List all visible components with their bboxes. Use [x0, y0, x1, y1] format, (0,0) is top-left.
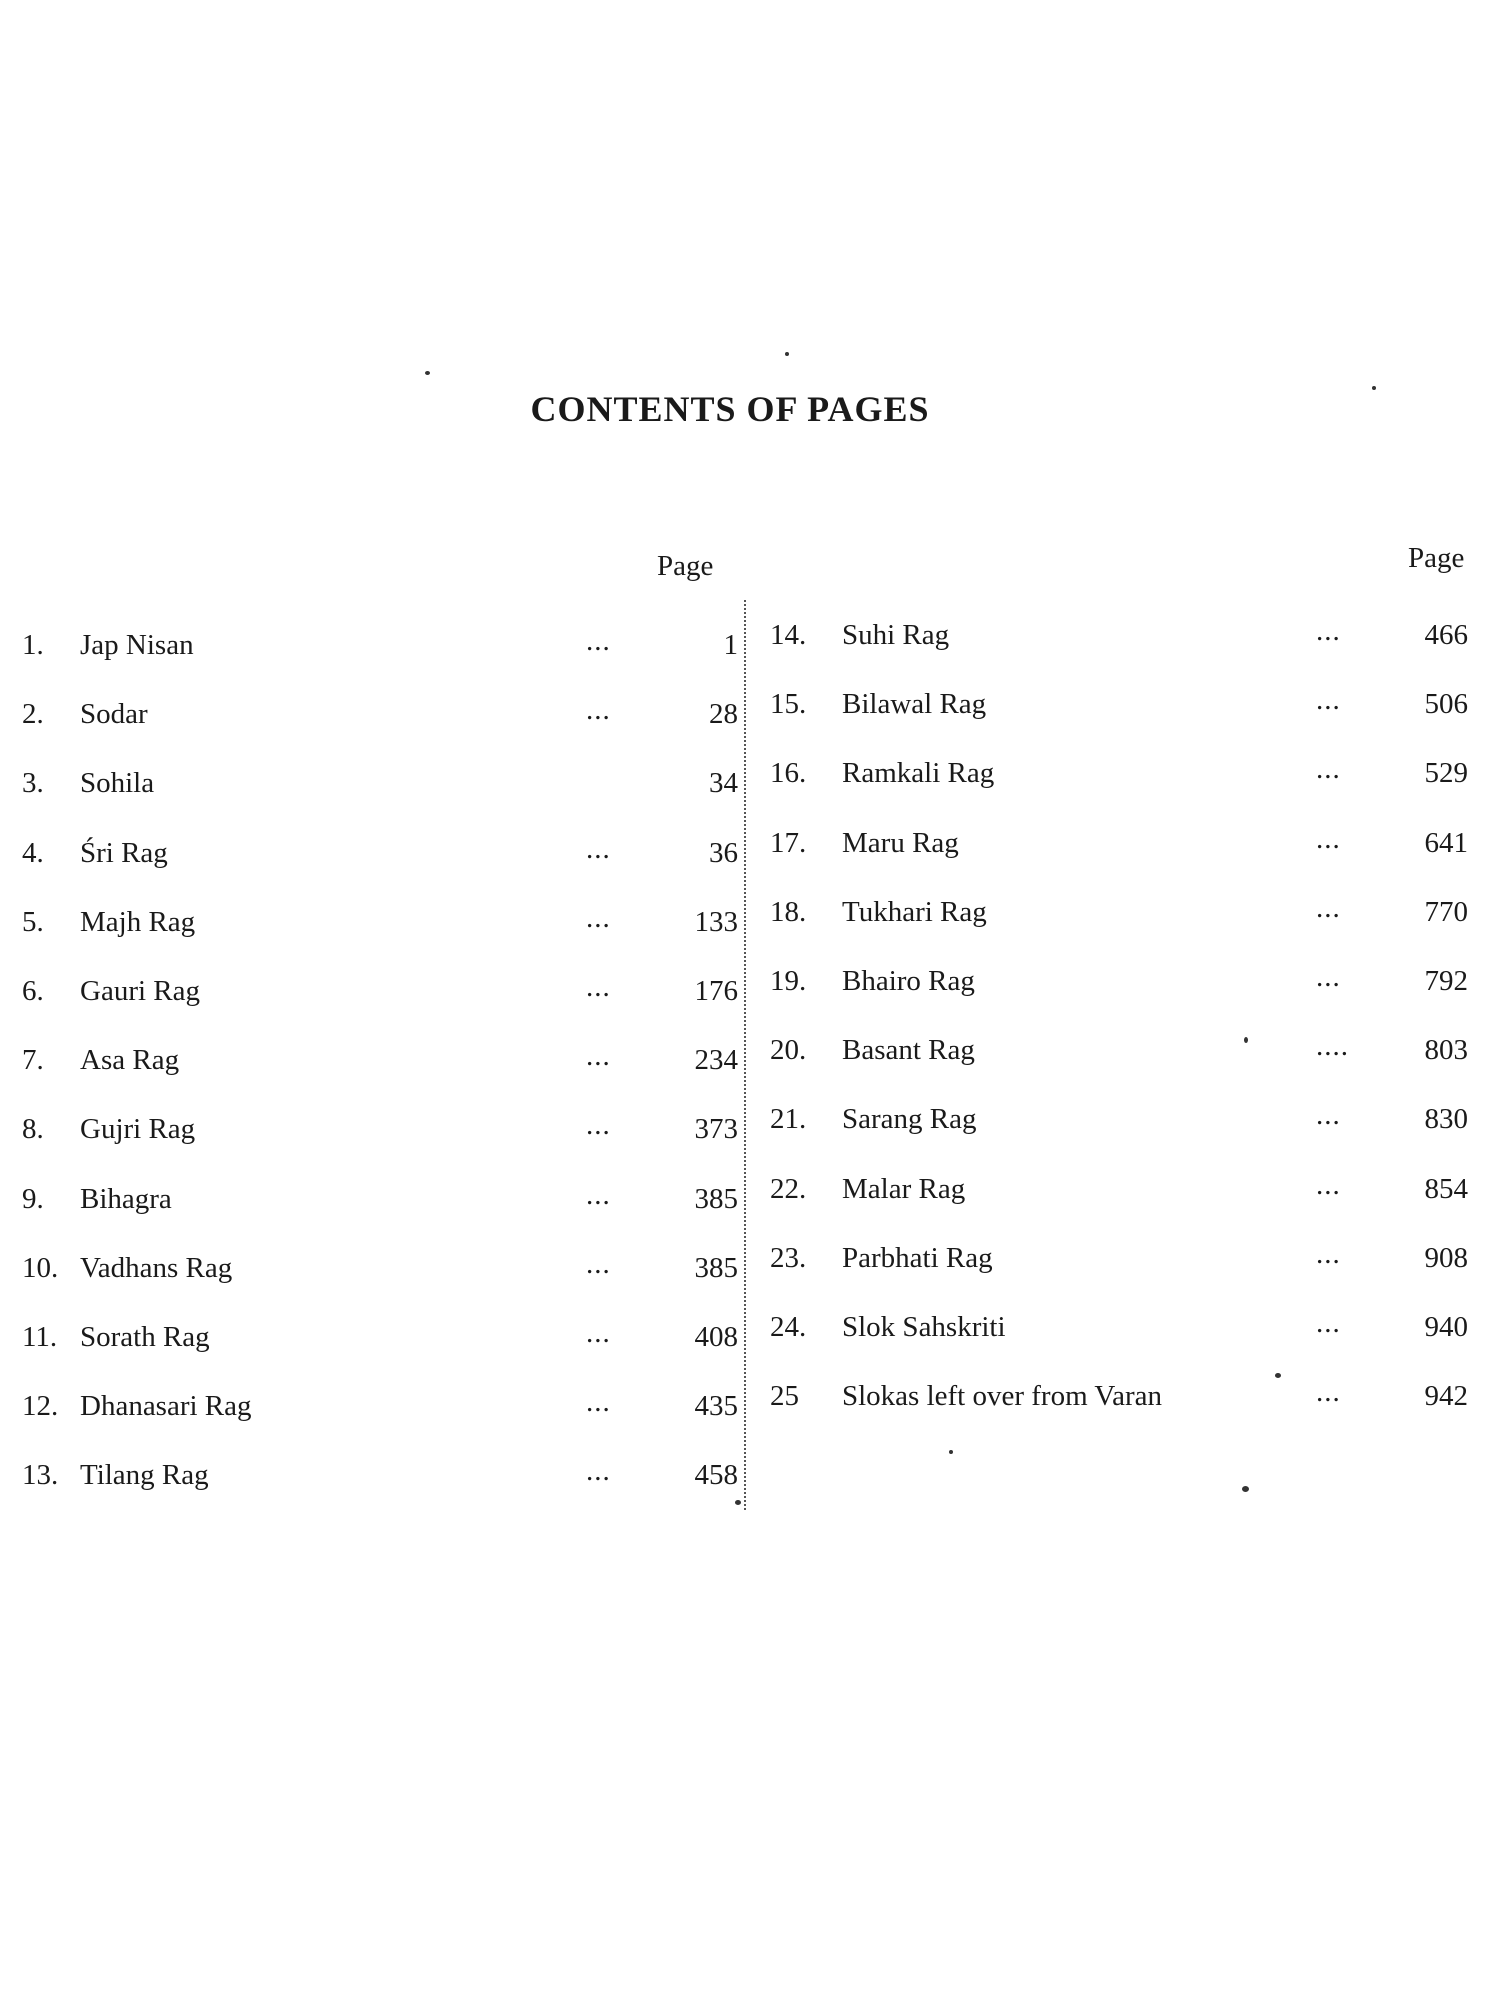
- entry-title: Sohila: [80, 767, 155, 800]
- entry-page-number: 408: [694, 1320, 738, 1353]
- entry-number: 23.: [770, 1241, 807, 1274]
- contents-entry: [22, 1030, 742, 1099]
- contents-entry: [770, 1089, 1476, 1158]
- entry-title: Dhanasari Rag: [80, 1390, 252, 1423]
- entry-title: Jap Nisan: [80, 629, 194, 661]
- entry-leader-dots: ...: [1316, 684, 1341, 717]
- entry-leader-dots: ...: [586, 1247, 611, 1280]
- contents-entry: [22, 753, 742, 822]
- entry-leader-dots: ...: [1316, 753, 1341, 786]
- entry-leader-dots: ...: [586, 1109, 611, 1142]
- contents-entry: [22, 1099, 742, 1168]
- contents-entry: [770, 882, 1476, 951]
- entry-page-number: 385: [694, 1251, 738, 1284]
- entry-number: 18.: [770, 895, 807, 928]
- entry-number: 19.: [770, 964, 807, 997]
- entry-leader-dots: ...: [586, 970, 611, 1003]
- scan-speck: [1372, 386, 1376, 390]
- entry-leader-dots: ...: [586, 625, 611, 657]
- entry-number: 21.: [770, 1103, 807, 1136]
- entry-page-number: 506: [1424, 688, 1468, 721]
- entry-title: Asa Rag: [80, 1044, 180, 1077]
- entry-number: 5.: [22, 905, 44, 938]
- contents-entry: [22, 684, 742, 753]
- scan-speck: [1244, 1037, 1248, 1043]
- entry-number: 24.: [770, 1310, 807, 1343]
- entry-title: Ramkali Rag: [842, 757, 995, 790]
- entry-leader-dots: ...: [586, 1386, 611, 1419]
- entry-page-number: 36: [709, 836, 738, 869]
- entry-page-number: 803: [1424, 1034, 1468, 1067]
- entry-page-number: 234: [694, 1044, 738, 1077]
- entry-title: Slok Sahskriti: [842, 1310, 1006, 1343]
- contents-entry: [22, 1238, 742, 1307]
- entry-leader-dots: ...: [1316, 1306, 1341, 1339]
- entry-leader-dots: ...: [586, 694, 611, 727]
- entry-number: 12.: [22, 1390, 59, 1423]
- entry-title: Sorath Rag: [80, 1320, 210, 1353]
- entry-number: 2.: [22, 698, 44, 731]
- entry-title: Vadhans Rag: [80, 1251, 233, 1284]
- contents-entry: [770, 1297, 1476, 1366]
- left-page-column-heading: Page: [657, 550, 714, 582]
- entry-page-number: 385: [694, 1182, 738, 1215]
- scan-speck: [1242, 1486, 1249, 1492]
- entry-title: Tilang Rag: [80, 1459, 209, 1492]
- entry-page-number: 940: [1424, 1310, 1468, 1343]
- entry-number: 15.: [770, 688, 807, 721]
- entry-page-number: 133: [694, 905, 738, 938]
- column-divider: [744, 600, 746, 1510]
- entry-page-number: 176: [694, 974, 738, 1007]
- entry-leader-dots: ...: [1316, 960, 1341, 993]
- entry-number: 6.: [22, 974, 44, 1007]
- entry-number: 1.: [22, 629, 44, 661]
- contents-entry: [770, 605, 1476, 674]
- contents-entry: [22, 1445, 742, 1514]
- entry-leader-dots: ...: [586, 1178, 611, 1211]
- entry-page-number: 34: [709, 767, 738, 800]
- entry-number: 16.: [770, 757, 807, 790]
- scan-speck: [785, 352, 789, 356]
- entry-title: Maru Rag: [842, 826, 959, 859]
- scan-speck: [735, 1500, 741, 1505]
- entry-leader-dots: ...: [1316, 1237, 1341, 1270]
- entry-page-number: 458: [694, 1459, 738, 1492]
- contents-entry: [22, 1169, 742, 1238]
- entry-title: Śri Rag: [80, 836, 168, 869]
- entry-leader-dots: ...: [586, 1040, 611, 1073]
- entry-title: Bhairo Rag: [842, 964, 975, 997]
- entry-title: Gujri Rag: [80, 1113, 196, 1146]
- contents-entry: [770, 1159, 1476, 1228]
- entry-leader-dots: ...: [1316, 615, 1341, 647]
- entry-leader-dots: ...: [586, 832, 611, 865]
- entry-title: Bilawal Rag: [842, 688, 987, 721]
- entry-page-number: 435: [694, 1390, 738, 1423]
- entry-page-number: 908: [1424, 1241, 1468, 1274]
- scan-speck: [949, 1450, 953, 1454]
- entry-title: Majh Rag: [80, 905, 196, 938]
- entry-leader-dots: ...: [1316, 1376, 1341, 1409]
- entry-title: Parbhati Rag: [842, 1241, 993, 1274]
- contents-entry: [770, 1366, 1476, 1435]
- contents-entry: [770, 1228, 1476, 1297]
- entry-title: Tukhari Rag: [842, 895, 987, 928]
- entry-number: 11.: [22, 1320, 58, 1353]
- entry-page-number: 1: [723, 629, 738, 661]
- scan-speck: [425, 371, 430, 375]
- entry-page-number: 641: [1424, 826, 1468, 859]
- entry-title: Sarang Rag: [842, 1103, 977, 1136]
- contents-entry: [770, 951, 1476, 1020]
- contents-entry: [22, 1376, 742, 1445]
- entry-page-number: 830: [1424, 1103, 1468, 1136]
- contents-entry: [22, 961, 742, 1030]
- contents-right-column: [770, 605, 1476, 1435]
- entry-title: Suhi Rag: [842, 619, 950, 651]
- entry-number: 25: [770, 1380, 799, 1413]
- entry-title: Slokas left over from Varan: [842, 1380, 1162, 1413]
- contents-entry: [770, 1020, 1476, 1089]
- entry-number: 7.: [22, 1044, 44, 1077]
- entry-page-number: 854: [1424, 1172, 1468, 1205]
- entry-page-number: 28: [709, 698, 738, 731]
- entry-number: 3.: [22, 767, 44, 800]
- entry-leader-dots: ...: [586, 1316, 611, 1349]
- entry-leader-dots: ...: [1316, 1099, 1341, 1132]
- contents-entry: [770, 743, 1476, 812]
- entry-leader-dots: ...: [1316, 891, 1341, 924]
- entry-title: Malar Rag: [842, 1172, 966, 1205]
- contents-entry: [22, 823, 742, 892]
- contents-entry: [770, 674, 1476, 743]
- entry-leader-dots: ...: [586, 1455, 611, 1488]
- entry-number: 13.: [22, 1459, 59, 1492]
- entry-number: 4.: [22, 836, 44, 869]
- page-title: CONTENTS OF PAGES: [530, 389, 930, 429]
- contents-entry: [22, 615, 742, 684]
- entry-page-number: 942: [1424, 1380, 1468, 1413]
- entry-leader-dots: ...: [1316, 1168, 1341, 1201]
- entry-page-number: 529: [1424, 757, 1468, 790]
- entry-number: 20.: [770, 1034, 807, 1067]
- entry-number: 10.: [22, 1251, 59, 1284]
- entry-title: Basant Rag: [842, 1034, 975, 1067]
- entry-title: Gauri Rag: [80, 974, 200, 1007]
- entry-number: 8.: [22, 1113, 44, 1146]
- contents-entry: [22, 1307, 742, 1376]
- entry-page-number: 770: [1424, 895, 1468, 928]
- entry-leader-dots: ...: [1316, 822, 1341, 855]
- entry-number: 9.: [22, 1182, 44, 1215]
- entry-page-number: 792: [1424, 964, 1468, 997]
- entry-title: Sodar: [80, 698, 148, 731]
- entry-number: 14.: [770, 619, 807, 651]
- entry-number: 22.: [770, 1172, 807, 1205]
- entry-page-number: 466: [1424, 619, 1468, 651]
- entry-leader-dots: ....: [1316, 1030, 1349, 1063]
- contents-entry: [22, 892, 742, 961]
- entry-page-number: 373: [694, 1113, 738, 1146]
- scan-speck: [1275, 1373, 1281, 1378]
- entry-title: Bihagra: [80, 1182, 172, 1215]
- right-page-column-heading: Page: [1408, 542, 1465, 574]
- entry-leader-dots: ...: [586, 901, 611, 934]
- entry-number: 17.: [770, 826, 807, 859]
- contents-left-column: [22, 615, 742, 1514]
- contents-entry: [770, 813, 1476, 882]
